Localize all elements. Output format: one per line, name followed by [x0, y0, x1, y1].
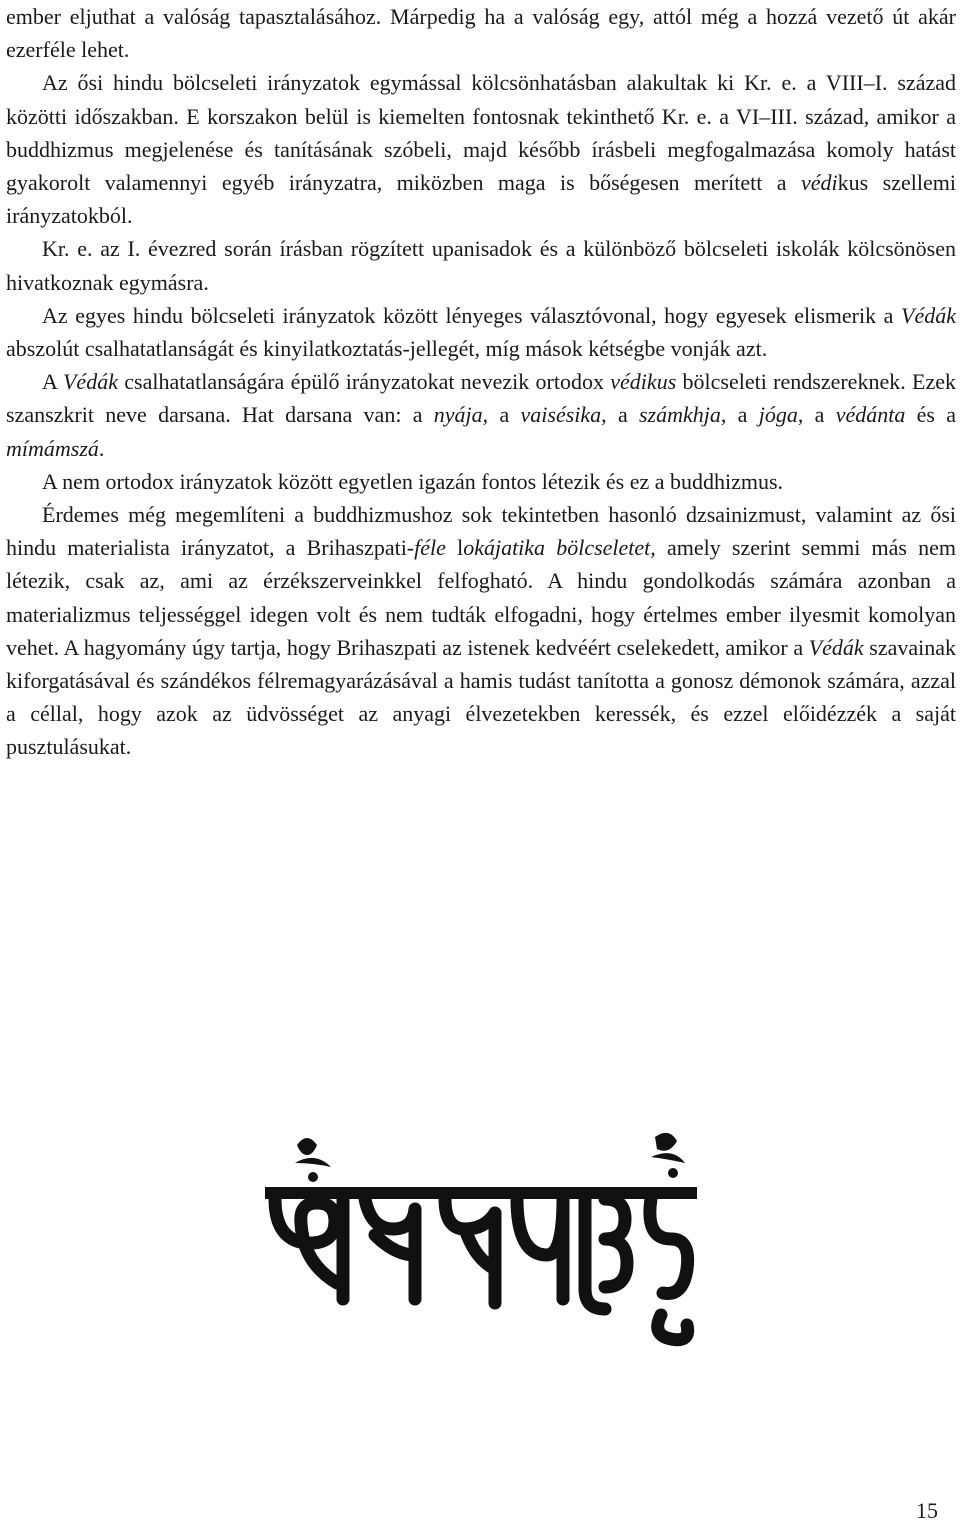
page-number: 15 [916, 1498, 938, 1523]
text-run: abszolút csalhatatlanságát és kinyilatkoztatás-jellegét, míg mások kétségbe vonják azt. [6, 336, 768, 362]
body-text [6, 0, 956, 764]
paragraph [6, 66, 956, 232]
tibetan-mantra-emblem [255, 1125, 705, 1355]
text-run: . [98, 435, 105, 461]
italic-term: védikus [610, 369, 677, 395]
text-run: Az ősi hindu bölcseleti irányzatok egymással kölcsönhatásban alakultak ki Kr. e. a VIII–I. század közötti időszakban. E korszakon belül is kiemelten fontosnak tekinthető Kr. e. a VI–III. század, amikor a buddhizmus megjelenése és tanításának szóbeli, majd később írásbeli megfogalmazása komoly hatást gyakorolt valamennyi egyéb irányzatra, miközben maga is bőségesen merített a [6, 70, 956, 196]
text-run: l [445, 535, 464, 561]
italic-term: számkhja [639, 402, 721, 428]
text-run: Az egyes hindu bölcseleti irányzatok között lényeges választóvonal, hogy egyesek elismerik a [42, 302, 902, 328]
italic-term: Védák [901, 302, 956, 328]
italic-term: Védák [62, 369, 118, 395]
italic-term: Védák [808, 634, 864, 660]
text-run: bölcseleti rendszereknek. Ezek szanszkrit neve darsana. Hat darsana van: a [6, 369, 956, 428]
text-run: és a [905, 402, 957, 428]
paragraph [6, 232, 956, 298]
italic-term: nyája [433, 402, 483, 428]
text-run: Kr. e. az I. évezred során írásban rögzített upanisadok és a különböző bölcseleti iskolák kölcsönösen hivatkoznak egymásra. [6, 236, 956, 295]
italic-term: jóga [758, 402, 798, 428]
text-run: csalhatatlanságára épülő irányzatokat nevezik ortodox [117, 369, 611, 395]
paragraph [6, 365, 956, 465]
italic-term: okájatika bölcseletet, [463, 535, 656, 561]
italic-term: mímámszá [6, 435, 99, 461]
text-run: szavainak kiforgatásával és szándékos félremagyarázásával a hamis tudást tanította a gonosz démonok számára, azzal a céllal, hogy azok az üdvösséget az anyagi élvezetekben keressék, és ezzel előidézzék a saját pusztulásukat. [6, 634, 956, 760]
text-run: , a [797, 402, 836, 428]
text-run: Érdemes még megemlíteni a buddhizmushoz sok tekintetben hasonló dzsainizmust, valamint az ősi hindu materialista irányzatot, a Brihaszpati- [6, 502, 956, 561]
text-run: kus szellemi irányzatokból. [6, 170, 956, 229]
paragraph [6, 299, 956, 365]
text-run: , a [720, 402, 759, 428]
italic-term: védi [801, 170, 838, 196]
text-run: , a [601, 402, 639, 428]
paragraph [6, 0, 956, 66]
paragraph [6, 498, 956, 764]
paragraph [6, 465, 956, 498]
text-run: A [42, 369, 63, 395]
italic-term: féle [414, 535, 446, 561]
italic-term: vaisésika [520, 402, 602, 428]
text-run: amely szerint semmi más nem létezik, csak az, ami az érzékszerveinkkel felfogható. A hindu gondolkodás számára azonban a materializmus teljességgel idegen volt és nem tudták elfogadni, hogy értelmes ember ilyesmit komolyan vehet. A hagyomány úgy tartja, hogy Brihaszpati az istenek kedvéért cselekedett, amikor a [6, 535, 956, 660]
italic-term: védánta [835, 402, 906, 428]
text-run: A nem ortodox irányzatok között egyetlen igazán fontos létezik és ez a buddhizmus. [42, 468, 784, 494]
text-run: ember eljuthat a valóság tapasztalásához. Márpedig ha a valóság egy, attól még a hozzá vezető út akár ezerféle lehet. [6, 4, 956, 63]
text-run: , a [482, 402, 521, 428]
